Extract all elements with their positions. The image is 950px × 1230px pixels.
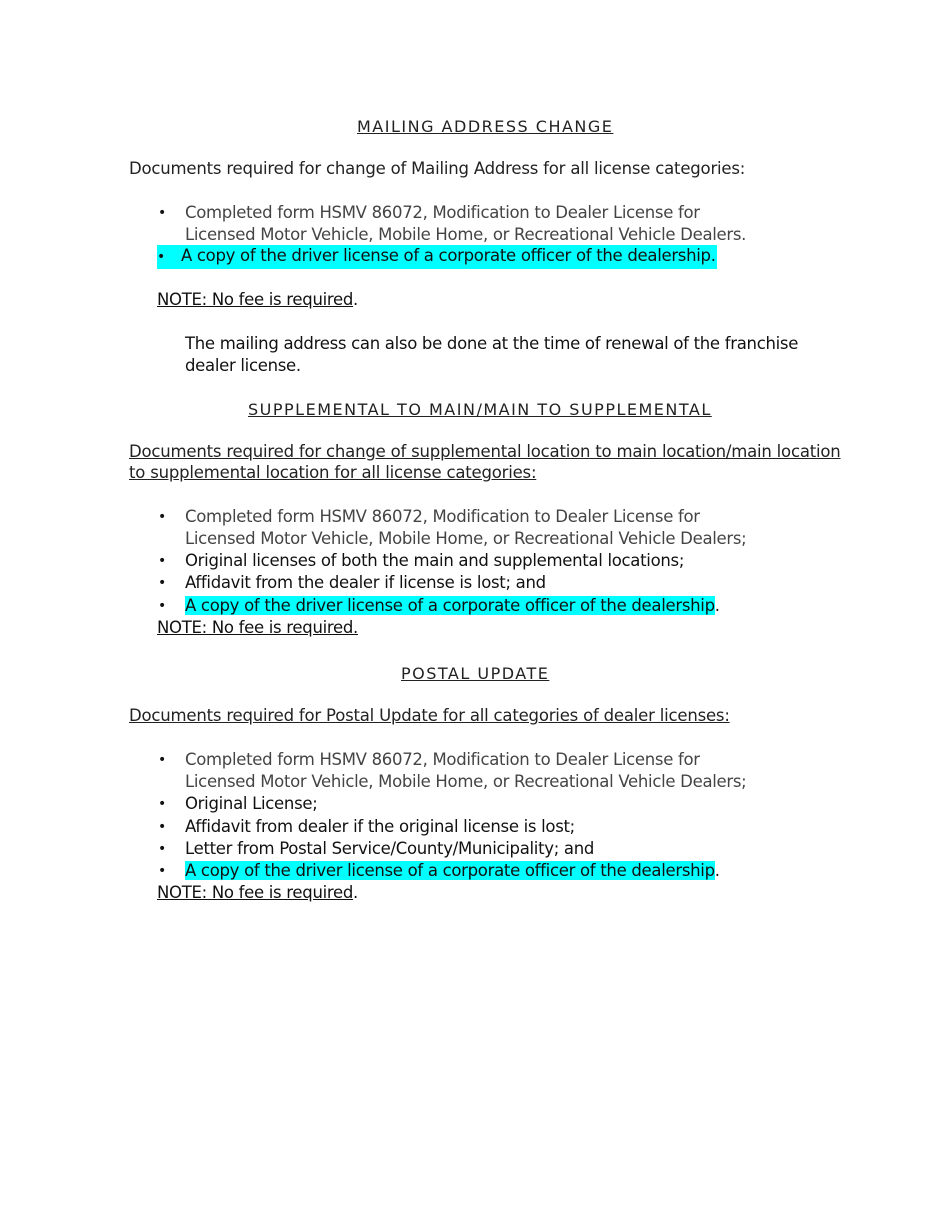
mailing-note-period: . [353, 290, 358, 309]
mailing-note [157, 290, 358, 309]
postal-item-driver-license-period: . [714, 861, 720, 880]
postal-item-letter: Letter from Postal Service/County/Municipality; and [185, 839, 595, 858]
bullet: • [158, 863, 167, 879]
bullet: • [158, 205, 167, 221]
mailing-item-form-line2: Licensed Motor Vehicle, Mobile Home, or Recreational Vehicle Dealers. [185, 224, 747, 244]
supplemental-item-driver-license [185, 595, 720, 617]
postal-section-title: POSTAL UPDATE [401, 664, 550, 683]
bullet: • [158, 819, 167, 835]
bullet: • [158, 796, 167, 812]
bullet: • [158, 841, 167, 857]
mailing-item-form [185, 202, 746, 245]
supplemental-item-original-licenses: Original licenses of both the main and supplemental locations; [185, 551, 685, 570]
mailing-renewal-paragraph: The mailing address can also be done at the time of renewal of the franchise dealer license. [185, 334, 799, 375]
postal-item-form [185, 749, 746, 792]
supplemental-item-form-line1: Completed form HSMV 86072, Modification to Dealer License for [185, 507, 700, 526]
supplemental-note: NOTE: No fee is required. [157, 618, 358, 637]
bullet: • [158, 752, 167, 768]
supplemental-item-driver-license-highlighted: A copy of the driver license of a corporate officer of the dealership [185, 596, 715, 615]
postal-note-text: NOTE: No fee is required [157, 883, 354, 902]
postal-item-affidavit: Affidavit from dealer if the original license is lost; [185, 817, 575, 836]
supplemental-item-driver-license-period: . [714, 596, 720, 615]
supplemental-item-form [185, 506, 746, 549]
postal-note-period: . [353, 883, 358, 902]
mailing-item-form-line1: Completed form HSMV 86072, Modification to Dealer License for [185, 203, 700, 222]
bullet: • [158, 598, 167, 614]
postal-note [157, 883, 358, 902]
postal-item-original-license: Original License; [185, 794, 318, 813]
mailing-item-driver-license-highlighted [157, 245, 717, 269]
postal-item-form-line2: Licensed Motor Vehicle, Mobile Home, or Recreational Vehicle Dealers; [185, 771, 747, 791]
supplemental-intro-line2: to supplemental location for all license categories: [129, 463, 537, 482]
supplemental-section-title: SUPPLEMENTAL TO MAIN/MAIN TO SUPPLEMENTAL [248, 400, 712, 419]
postal-item-driver-license [185, 860, 720, 882]
mailing-note-text: NOTE: No fee is required [157, 290, 354, 309]
supplemental-intro-line1: Documents required for change of supplemental location to main location/main location [129, 442, 841, 461]
postal-item-driver-license-highlighted: A copy of the driver license of a corporate officer of the dealership [185, 861, 715, 880]
postal-intro: Documents required for Postal Update for all categories of dealer licenses: [129, 706, 730, 725]
mailing-item-driver-license: A copy of the driver license of a corporate officer of the dealership. [180, 246, 716, 265]
bullet: • [158, 553, 167, 569]
supplemental-item-form-line2: Licensed Motor Vehicle, Mobile Home, or Recreational Vehicle Dealers; [185, 528, 747, 548]
postal-item-form-line1: Completed form HSMV 86072, Modification to Dealer License for [185, 750, 700, 769]
bullet: • [157, 249, 165, 265]
supplemental-item-affidavit: Affidavit from the dealer if license is lost; and [185, 573, 546, 592]
bullet: • [158, 509, 167, 525]
bullet: • [158, 575, 167, 591]
mailing-section-title: MAILING ADDRESS CHANGE [357, 117, 614, 136]
mailing-intro: Documents required for change of Mailing Address for all license categories: [129, 159, 746, 178]
